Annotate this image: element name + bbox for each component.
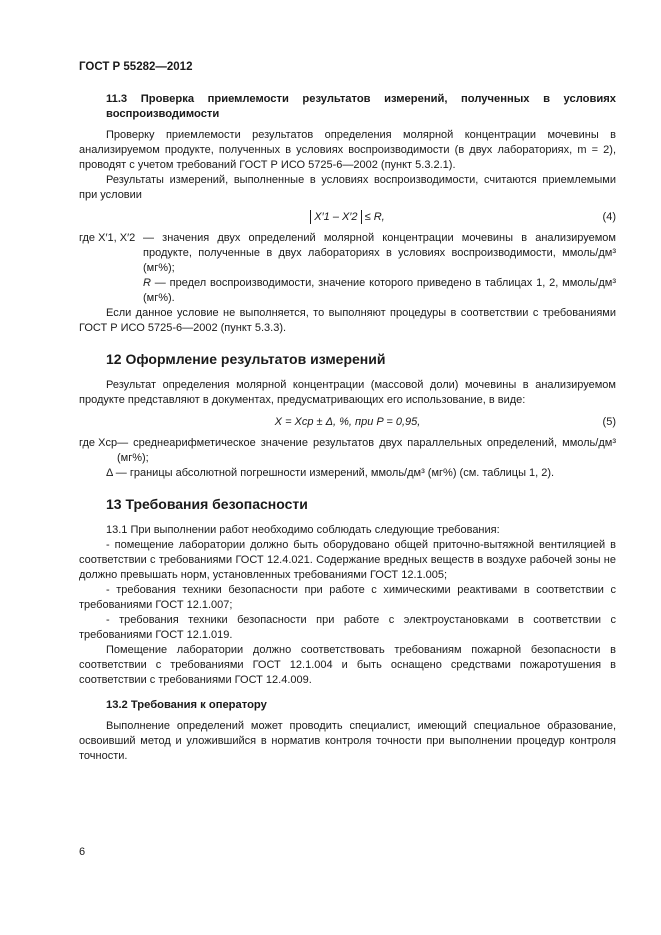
section-13-2-title: 13.2 Требования к оператору: [106, 699, 267, 711]
delta-label: Δ: [106, 467, 113, 479]
where-block: [79, 436, 616, 466]
formula-number: (5): [602, 416, 616, 428]
paragraph: Результат определения молярной концентрации (массовой доли) мочевины в анализируемом продукте представляют в документах, предусматривающих его использование, в виде:: [79, 379, 616, 406]
page-number: 6: [79, 846, 86, 858]
paragraph: - помещение лаборатории должно быть оборудовано общей приточно-вытяжной вентиляцией в соответствии с требованиями ГОСТ 12.4.021. Содержание вредных веществ в воздухе рабочей зоны не должно превышать норм, установленных требованиями ГОСТ 12.1.005;: [79, 539, 616, 581]
where-block: [79, 466, 616, 481]
section-11-3-title: 11.3 Проверка приемлемости результатов измерений, полученных в условиях воспроизводимости: [106, 93, 616, 120]
delta-text: — границы абсолютной погрешности измерений, ммоль/дм³ (мг%) (см. таблицы 1, 2).: [112, 467, 555, 479]
paragraph: 13.1 При выполнении работ необходимо соблюдать следующие требования:: [106, 524, 500, 536]
document-header: ГОСТ Р 55282—2012: [79, 61, 193, 73]
formula-rhs: ≤ R,: [364, 211, 385, 223]
paragraph: Если данное условие не выполняется, то выполняют процедуры в соответствии с требованиями ГОСТ Р ИСО 5725-6—2002 (пункт 5.3.3).: [79, 307, 616, 334]
formula-expression: [79, 210, 616, 225]
r-definition: [79, 276, 616, 306]
paragraph: - требования техники безопасности при работе с химическими реактивами в соответствии с требованиями ГОСТ 12.1.007;: [79, 584, 616, 611]
section-12-title: 12 Оформление результатов измерений: [106, 351, 386, 367]
where-block: [79, 231, 616, 276]
where-label: где Xср: [79, 437, 118, 449]
paragraph: - требования техники безопасности при работе с электроустановками в соответствии с требованиями ГОСТ 12.1.019.: [79, 614, 616, 641]
page-content: [79, 92, 616, 764]
formula-5: [79, 412, 616, 434]
where-label: где X′1, X′2: [79, 232, 136, 244]
formula-number: (4): [602, 211, 616, 223]
where-text: — среднеарифметическое значение результатов двух параллельных определений, ммоль/дм³ (мг%);: [117, 437, 616, 464]
r-label: R: [143, 277, 151, 289]
section-13-title: 13 Требования безопасности: [106, 496, 308, 512]
delta-definition: [79, 466, 616, 481]
paragraph: Помещение лаборатории должно соответствовать требованиям пожарной безопасности в соответствии с требованиями ГОСТ 12.1.004 и быть оснащено средствами пожаротушения в соответствии с требованиями ГОСТ 12.4.009.: [79, 644, 616, 686]
formula-4: [79, 207, 616, 229]
r-text: — предел воспроизводимости, значение которого приведено в таблицах 1, 2, ммоль/дм³ (мг%).: [143, 277, 616, 304]
paragraph: Проверку приемлемости результатов определения молярной концентрации мочевины в анализируемом продукте, полученных в условиях воспроизводимости (в двух лабораториях, m = 2), проводят с учетом требований ГОСТ Р ИСО 5725-6—2002 (пункт 5.3.2.1).: [79, 129, 616, 171]
where-text: — значения двух определений молярной концентрации мочевины в анализируемом продукте, полученные в двух лабораториях в условиях воспроизводимости, ммоль/дм³ (мг%);: [143, 232, 616, 274]
paragraph: Результаты измерений, выполненные в условиях воспроизводимости, считаются приемлемыми при условии: [79, 174, 616, 201]
where-block-r: [79, 276, 616, 306]
paragraph: Выполнение определений может проводить специалист, имеющий специальное образование, освоивший метод и уложившийся в норматив контроля точности при выполнении процедур контроля точности.: [79, 720, 616, 762]
formula-lhs: X′1 – X′2: [310, 210, 361, 224]
formula-expression: X = Xср ± Δ, %, при P = 0,95,: [274, 416, 421, 428]
